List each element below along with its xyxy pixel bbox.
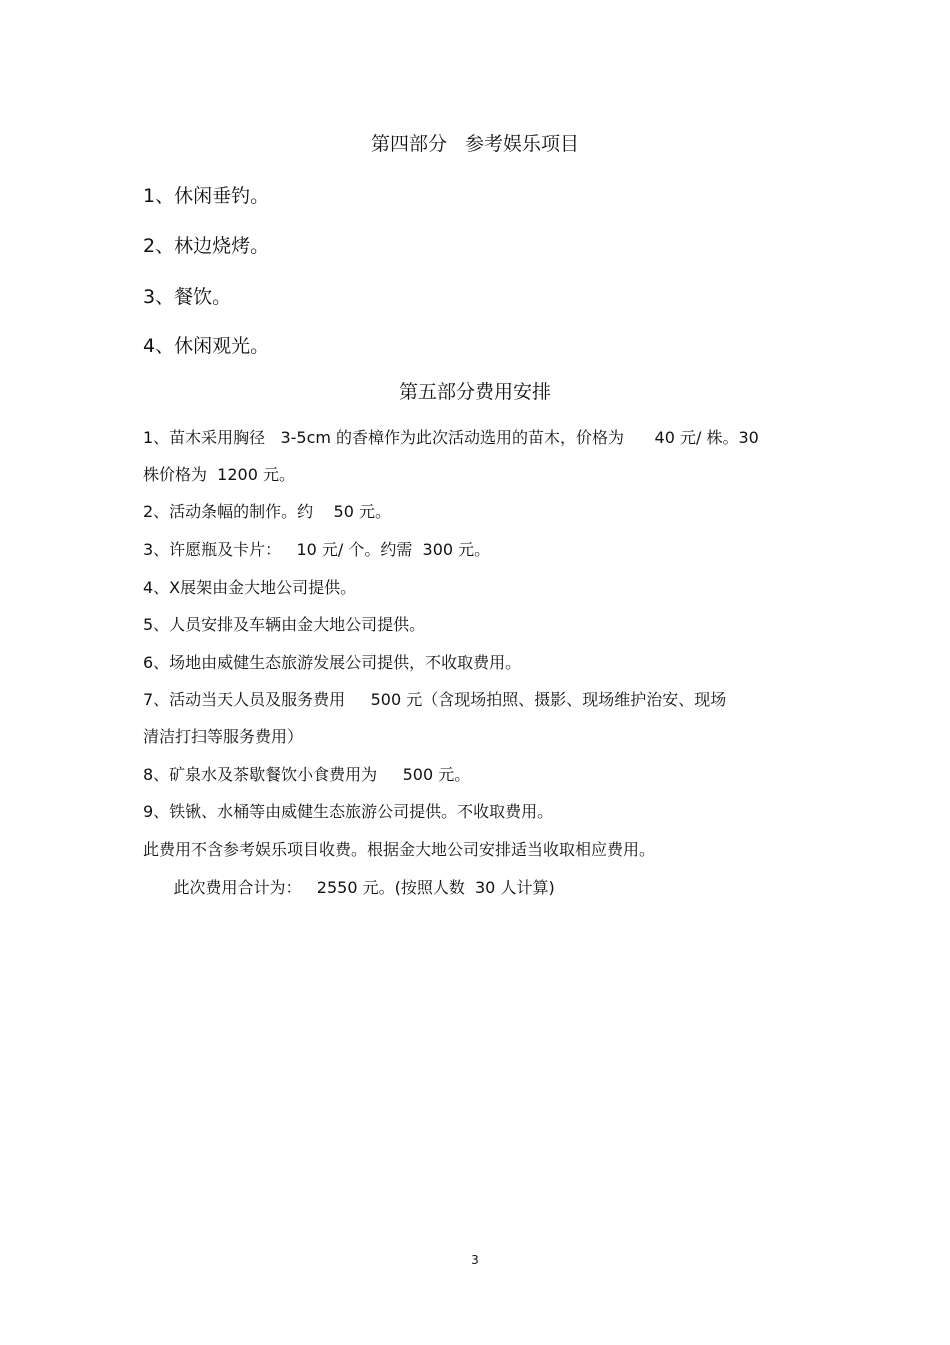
cost-item-4: 4、X展架由金大地公司提供。 [143, 578, 357, 597]
entertainment-item: 2、林边烧烤。 [143, 235, 270, 257]
entertainment-item: 1、休闲垂钓。 [143, 185, 270, 207]
cost-total: 此次费用合计为： 2550 元。(按照人数 30 人计算) [143, 878, 555, 897]
entertainment-item: 4、休闲观光。 [143, 335, 270, 357]
cost-item-3: 3、许愿瓶及卡片： 10 元/ 个。约需 300 元。 [143, 540, 491, 559]
section-4-title: 第四部分 参考娱乐项目 [370, 133, 580, 155]
cost-item-8: 8、矿泉水及茶歇餐饮小食费用为 500 元。 [143, 765, 471, 784]
cost-note: 此费用不含参考娱乐项目收费。根据金大地公司安排适当收取相应费用。 [143, 840, 656, 859]
cost-item-6: 6、场地由威健生态旅游发展公司提供，不收取费用。 [143, 653, 522, 672]
cost-item-2: 2、活动条幅的制作。约 50 元。 [143, 502, 391, 521]
entertainment-item: 3、餐饮。 [143, 286, 232, 308]
cost-item-1: 1、苗木采用胸径 3-5cm 的香樟作为此次活动选用的苗木，价格为 40 元/ 株。30 [143, 428, 759, 447]
section-5-title: 第五部分费用安排 [398, 381, 551, 403]
cost-item-1-cont: 株价格为 1200 元。 [143, 465, 295, 484]
cost-item-9: 9、铁锹、水桶等由威健生态旅游公司提供。不收取费用。 [143, 802, 554, 821]
cost-item-5: 5、人员安排及车辆由金大地公司提供。 [143, 615, 426, 634]
cost-item-7: 7、活动当天人员及服务费用 500 元（含现场拍照、摄影、现场维护治安、现场 [143, 690, 727, 709]
page-number: 3 [471, 1253, 479, 1267]
cost-item-7-cont: 清洁打扫等服务费用） [143, 727, 304, 746]
